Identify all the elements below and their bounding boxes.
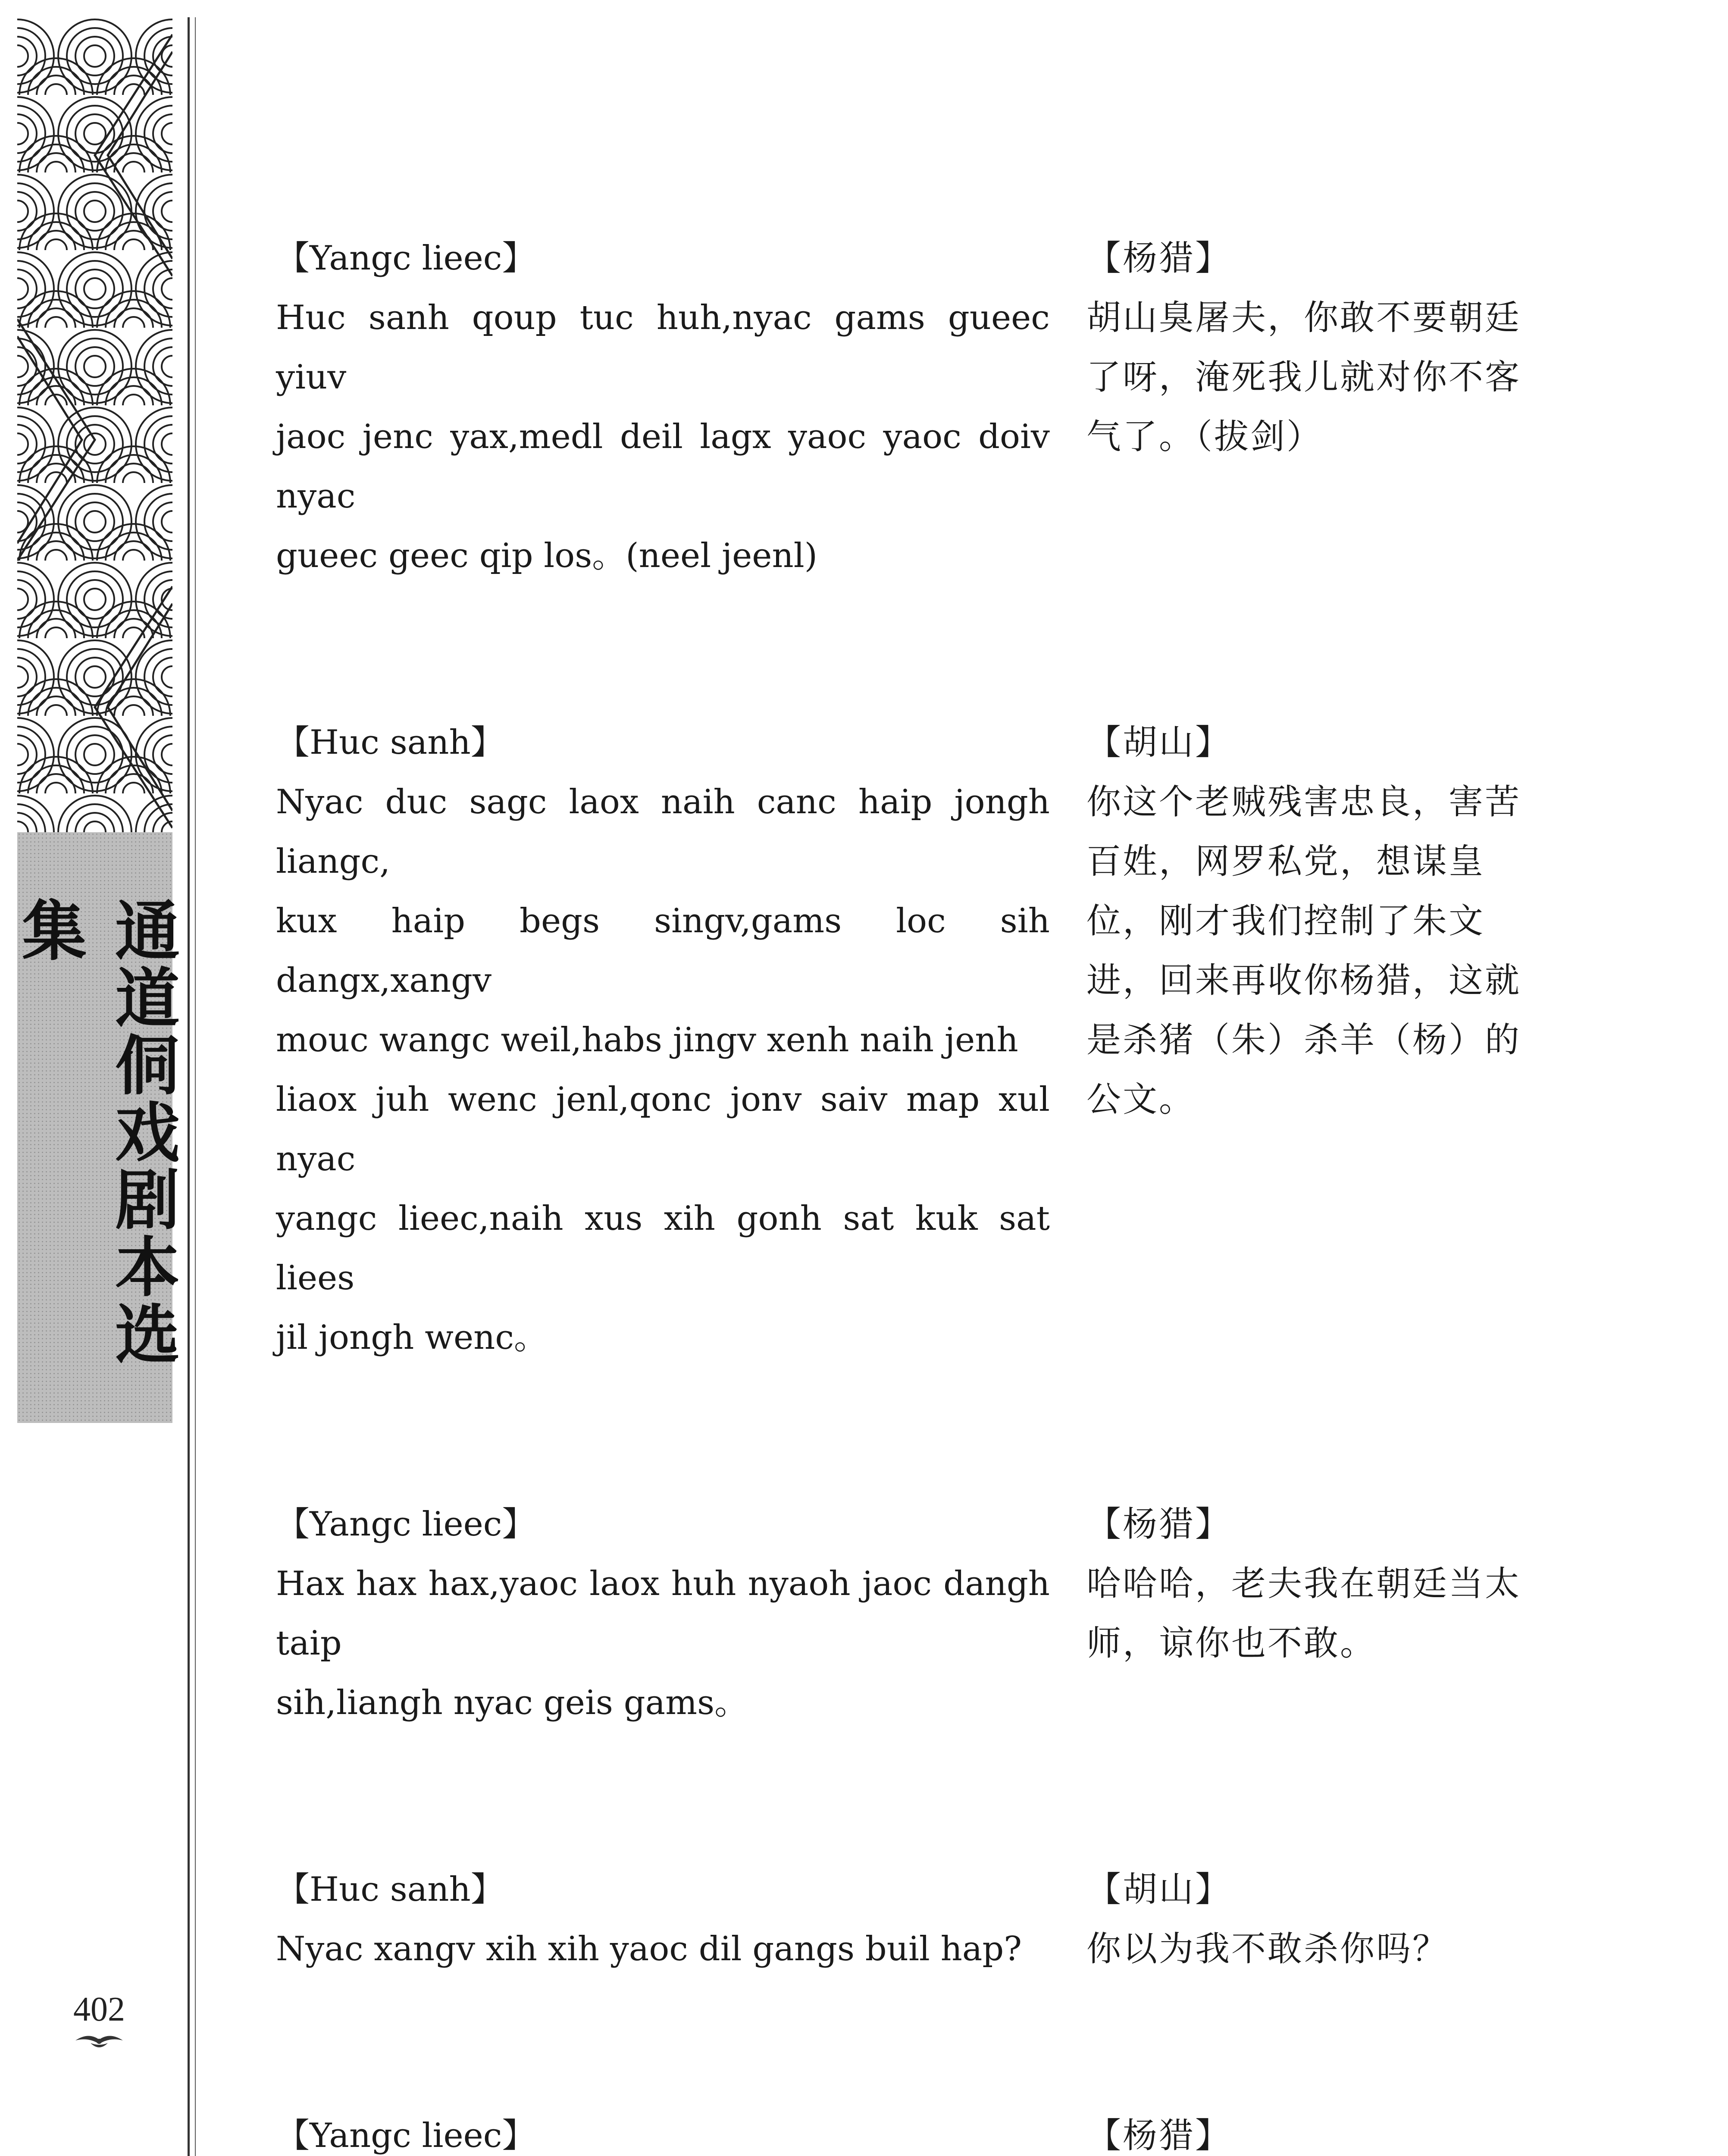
chinese-line: 师，谅你也不敢。 [1086, 1623, 1376, 1663]
dong-column [276, 2106, 1050, 2156]
dong-line: liaox juh wenc jenl,qonc jonv saiv map xul nyac [276, 1080, 1061, 1178]
dialogue-turn [276, 1495, 1569, 1733]
dong-column [276, 1495, 1061, 1733]
dong-column [276, 1860, 1050, 1979]
chinese-speaker: 【杨猎】 [1086, 238, 1231, 278]
chinese-speaker: 【杨猎】 [1086, 1504, 1231, 1544]
dong-line: jil jongh wenc。 [276, 1318, 548, 1357]
chinese-line: 哈哈哈，老夫我在朝廷当太 [1086, 1564, 1521, 1604]
margin-rule-inner [195, 17, 196, 2156]
chinese-line: 是杀猪（朱）杀羊（杨）的 [1086, 1020, 1521, 1060]
chinese-line: 位，刚才我们控制了朱文 [1086, 901, 1485, 941]
chinese-line: 进，回来再收你杨猎，这就 [1086, 960, 1521, 1000]
chinese-speaker: 【杨猎】 [1086, 2115, 1231, 2156]
vertical-book-title [11, 832, 179, 1423]
dong-line: yangc lieec,naih xus xih gonh sat kuk sat liees [276, 1199, 1061, 1297]
dong-line: sih,liangh nyac geis gams。 [276, 1683, 748, 1722]
margin-rule-outer [188, 17, 190, 2156]
chinese-column [1086, 1495, 1569, 1733]
dong-line: mouc wangc weil,habs jingv xenh naih jenh [276, 1021, 1018, 1059]
chinese-column [1086, 1860, 1569, 1979]
dialogue-body [276, 229, 1569, 2156]
chinese-line: 你这个老贼残害忠良，害苦 [1086, 782, 1521, 822]
chinese-column [1086, 229, 1569, 586]
chinese-line: 气了。（拔剑） [1086, 417, 1323, 457]
dialogue-turn [276, 1860, 1569, 1979]
chinese-line: 公文。 [1086, 1079, 1195, 1119]
page-number: 402 [73, 1990, 125, 2028]
dong-speaker: 【Yangc lieec】 [276, 2116, 536, 2155]
chinese-speaker: 【胡山】 [1086, 722, 1231, 762]
dong-speaker: 【Yangc lieec】 [276, 1505, 536, 1544]
dong-line: jaoc jenc yax,medl deil lagx yaoc yaoc doiv nyac [276, 417, 1061, 516]
dong-line: Nyac duc sagc laox naih canc haip jongh liangc, [276, 783, 1061, 881]
chinese-line: 了呀，淹死我儿就对你不客 [1086, 357, 1521, 397]
dong-line: Nyac xangv xih xih yaoc dil gangs buil hap? [276, 1930, 1022, 1968]
chinese-line: 胡山臭屠夫，你敢不要朝廷 [1086, 298, 1521, 338]
dong-speaker: 【Huc sanh】 [276, 723, 504, 762]
dong-column [276, 713, 1061, 1367]
dong-line: kux haip begs singv,gams loc sih dangx,xangv [276, 902, 1061, 1000]
chinese-column [1086, 713, 1569, 1367]
book-title-text: 通道侗戏剧本选集 [11, 897, 179, 1368]
chinese-column [1086, 2106, 1569, 2156]
dong-speaker: 【Yangc lieec】 [276, 239, 536, 278]
chinese-speaker: 【胡山】 [1086, 1869, 1231, 1909]
dialogue-turn [276, 229, 1569, 586]
dong-speaker: 【Huc sanh】 [276, 1870, 504, 1909]
floral-ornament-icon [75, 2032, 123, 2053]
dong-line: Hax hax hax,yaoc laox huh nyaoh jaoc dangh taip [276, 1564, 1061, 1663]
dialogue-turn [276, 713, 1569, 1367]
chinese-line: 你以为我不敢杀你吗？ [1086, 1929, 1449, 1969]
dong-line: gueec geec qip los。(neel jeenl) [276, 536, 818, 575]
dong-line: Huc sanh qoup tuc huh,nyac gams gueec yiuv [276, 298, 1061, 397]
dialogue-turn [276, 2106, 1569, 2156]
chinese-line: 百姓，网罗私党，想谋皇 [1086, 841, 1485, 881]
dong-column [276, 229, 1061, 586]
